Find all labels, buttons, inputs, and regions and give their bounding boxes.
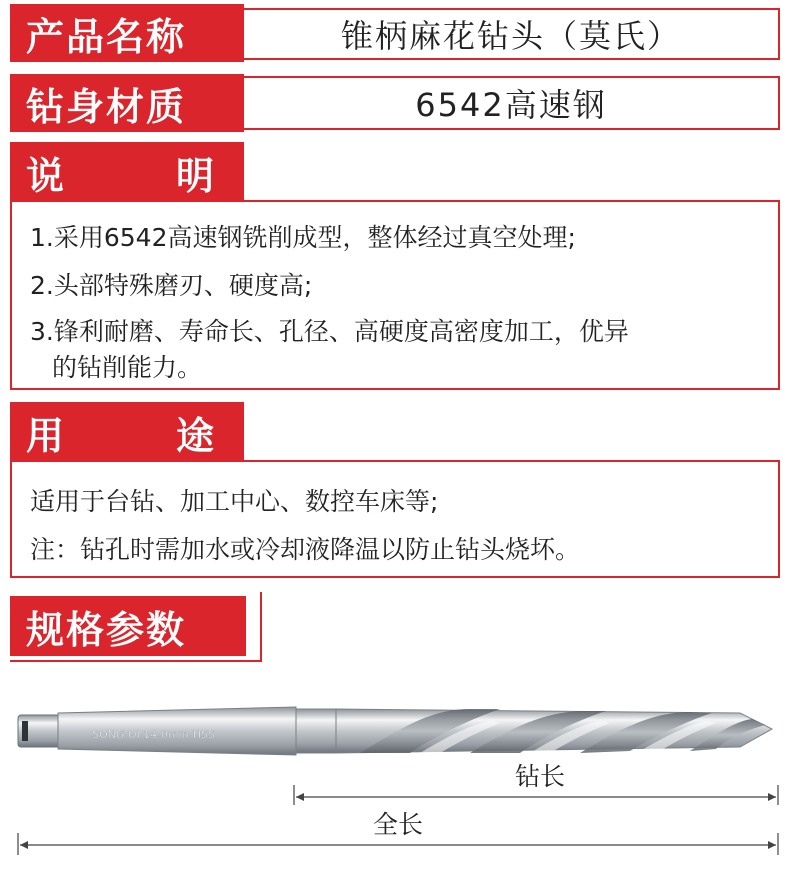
usage-label-b: 途 [175,413,216,458]
specs-label [10,596,246,656]
drill-length-label: 钻长 [514,762,566,791]
description-box [10,200,780,390]
material-label-text: 钻身材质 [26,84,187,129]
description-label-b: 明 [175,153,216,198]
usage-label [10,402,244,462]
specs-label-text: 规格参数 [26,607,187,652]
description-label-a: 说 [26,153,67,198]
drill-bit-illustration [0,669,790,869]
usage-line-2: 注：钻孔时需加水或冷却液降温以防止钻头烧坏。 [30,535,581,564]
usage-label-a: 用 [26,413,67,458]
product-name-box [242,8,780,60]
drill-engraving: SONG OI 14.0mm HSS [92,728,215,741]
material-label [10,74,244,132]
material-value: 6542高速钢 [415,86,607,124]
description-line-3: 3.锋利耐磨、寿命长、孔径、高硬度高密度加工，优异 [30,317,629,346]
description-line-4: 的钻削能力。 [52,353,203,382]
material-box [242,76,780,130]
product-name-label [10,4,244,62]
description-label [10,142,244,202]
product-name-value: 锥柄麻花钻头（莫氏） [340,17,681,55]
description-line-2: 2.头部特殊磨刃、硬度高; [30,271,313,300]
total-length-label: 全长 [372,810,424,839]
usage-line-1: 适用于台钻、加工中心、数控车床等; [30,487,439,516]
product-name-label-text: 产品名称 [26,14,187,59]
usage-box [10,460,780,578]
description-line-1: 1.采用6542高速钢铣削成型，整体经过真空处理; [30,223,576,252]
